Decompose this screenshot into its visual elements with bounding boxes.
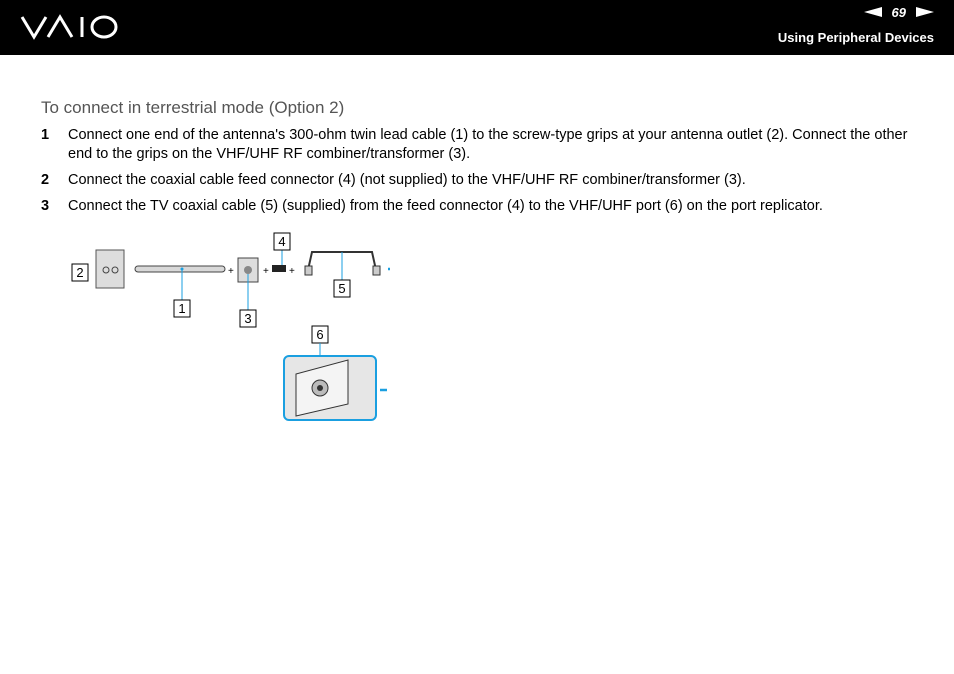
procedure-heading: To connect in terrestrial mode (Option 2) bbox=[41, 98, 345, 117]
callout-3 bbox=[240, 310, 256, 327]
connection-diagram bbox=[60, 228, 390, 433]
svg-text:2: 2 bbox=[76, 265, 84, 280]
steps-list bbox=[41, 126, 921, 223]
callout-2 bbox=[72, 264, 88, 281]
step-text: Connect the TV coaxial cable (5) (supplied) from the feed connector (4) to the VHF/UHF port (6) on the port replicator. bbox=[68, 198, 823, 214]
twin-lead-cable-icon bbox=[135, 266, 225, 300]
step-number: 2 bbox=[41, 172, 50, 188]
svg-text:5: 5 bbox=[338, 281, 346, 296]
callout-4 bbox=[274, 233, 290, 250]
svg-text:6: 6 bbox=[316, 327, 324, 342]
svg-text:+: + bbox=[263, 266, 269, 277]
rf-combiner-icon bbox=[238, 258, 258, 310]
step-text: Connect one end of the antenna's 300-ohm twin lead cable (1) to the screw-type grips at your antenna outlet (2). Connect the other end to the grips on the VHF/UHF RF combiner/transformer (3). bbox=[68, 127, 908, 162]
callout-5 bbox=[334, 280, 350, 297]
page-header bbox=[0, 0, 954, 55]
svg-text:3: 3 bbox=[244, 311, 252, 326]
vhf-uhf-port-panel bbox=[284, 356, 376, 420]
section-title: Using Peripheral Devices bbox=[777, 30, 934, 45]
vaio-logo-icon bbox=[20, 13, 120, 41]
callout-1 bbox=[174, 300, 190, 317]
page-number: 69 bbox=[891, 5, 906, 20]
feed-connector-icon bbox=[272, 250, 286, 272]
step-item bbox=[41, 126, 921, 164]
previous-page-icon[interactable] bbox=[864, 5, 882, 20]
step-text: Connect the coaxial cable feed connector (4) (not supplied) to the VHF/UHF RF combiner/transformer (3). bbox=[68, 172, 746, 188]
tv-coaxial-cable-icon bbox=[305, 252, 380, 280]
svg-text:+: + bbox=[228, 266, 234, 277]
step-number: 3 bbox=[41, 198, 50, 214]
svg-text:4: 4 bbox=[278, 234, 286, 249]
page-navigation bbox=[864, 5, 934, 20]
step-item bbox=[41, 197, 921, 216]
svg-text:+: + bbox=[289, 266, 295, 277]
step-number: 1 bbox=[41, 127, 50, 143]
next-page-icon[interactable] bbox=[916, 5, 934, 20]
antenna-outlet-icon bbox=[96, 250, 124, 288]
step-item bbox=[41, 171, 921, 190]
svg-text:1: 1 bbox=[178, 301, 186, 316]
vaio-logo bbox=[20, 13, 120, 46]
